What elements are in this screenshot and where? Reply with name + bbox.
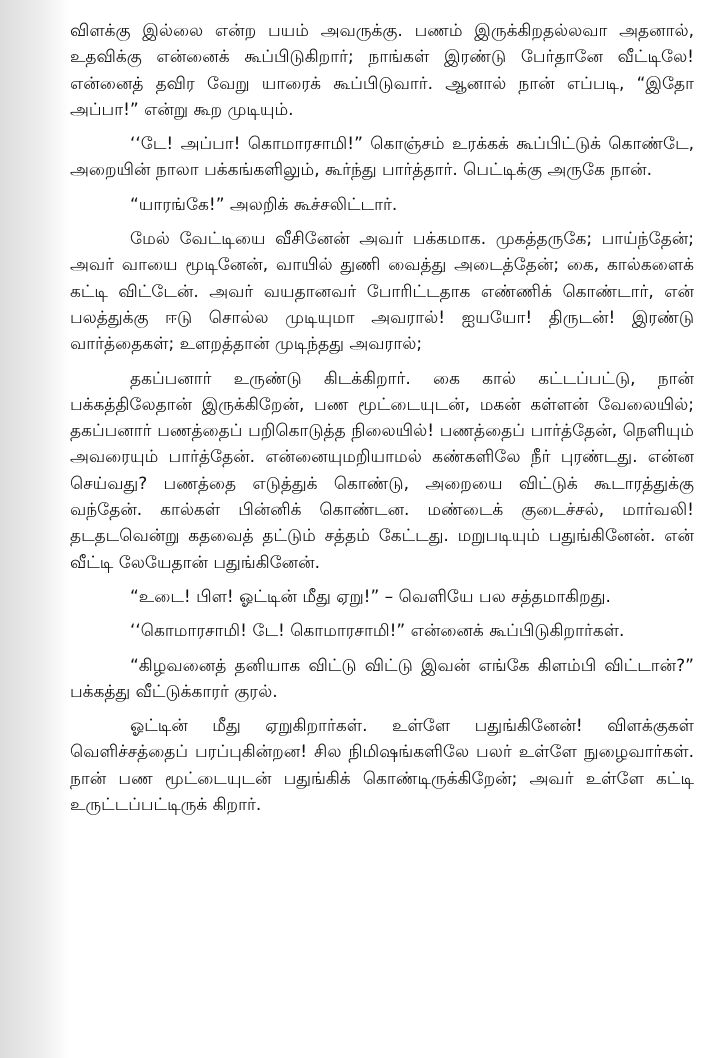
paragraph-3: “யாரங்கே!” அலறிக் கூச்சலிட்டார். [130,194,398,215]
paragraph-4: மேல் வேட்டியை வீசினேன் அவர் பக்கமாக. முகத்தருகே; பாய்ந்தேன்; அவர் வாயை மூடினேன், வாயில் துணி வைத்து அடைத்தேன்; கை, கால்களைக் கட்டி விட்டேன். அவர் வயதானவர் போரிட்டதாக எண்ணிக் கொண்டார், என் பலத்துக்கு ஈடு சொல்ல முடியுமா அவரால்! ஐயயோ! திருடன்! இரண்டு வார்த்தைகள்; உளறத்தான் முடிந்தது அவரால்; [70,229,694,355]
paragraph-2: ‘‘டே! அப்பா! கொமாரசாமி!” கொஞ்சம் உரக்கக் கூப்பிட்டுக் கொண்டே, அறையின் நாலா பக்கங்களிலும், கூர்ந்து பார்த்தார். பெட்டிக்கு அருகே நான். [70,134,694,181]
document-page [70,18,694,826]
paragraph-1: விளக்கு இல்லை என்ற பயம் அவருக்கு. பணம் இருக்கிறதல்லவா அதனால், உதவிக்கு என்னைக் கூப்பிடுகிறார்; நாங்கள் இரண்டு பேர்தானே வீட்டிலே! என்னைத் தவிர வேறு யாரைக் கூப்பிடுவார். ஆனால் நான் எப்படி, “இதோ அப்பா!” என்று கூற முடியும். [70,21,694,120]
scan-shadow [0,0,70,1058]
paragraph-6: “உடை! பிள! ஓட்டின் மீது ஏறு!” – வெளியே பல சத்தமாகிறது. [130,586,611,607]
paragraph-9: ஓட்டின் மீது ஏறுகிறார்கள். உள்ளே பதுங்கினேன்! விளக்குகள் வெளிச்சத்தைப் பரப்புகின்றன! சில நிமிஷங்களிலே பலர் உள்ளே நுழைவார்கள். நான் பண மூட்டையுடன் பதுங்கிக் கொண்டிருக்கிறேன்; அவர் உள்ளே கட்டி உருட்டப்பட்டிருக் கிறார். [70,716,694,816]
paragraph-7: ‘‘கொமாரசாமி! டே! கொமாரசாமி!” என்னைக் கூப்பிடுகிறார்கள். [130,621,625,642]
paragraph-8: “கிழவனைத் தனியாக விட்டு விட்டு இவன் எங்கே கிளம்பி விட்டான்?” பக்கத்து வீட்டுக்காரர் குரல். [70,655,694,702]
paragraph-5: தகப்பனார் உருண்டு கிடக்கிறார். கை கால் கட்டப்பட்டு, நான் பக்கத்திலேதான் இருக்கிறேன், பண மூட்டையுடன், மகன் கள்ளன் வேலையில்; தகப்பனார் பணத்தைப் பறிகொடுத்த நிலையில்! பணத்தைப் பார்த்தேன், நெளியும் அவரையும் பார்த்தேன். என்னையுமறியாமல் கண்களிலே நீர் புரண்டது. என்ன செய்வது? பணத்தை எடுத்துக் கொண்டு, அறையை விட்டுக் கூடாரத்துக்கு வந்தேன். கால்கள் பின்னிக் கொண்டன. மண்டைக் குடைச்சல், மார்வலி! தடதடவென்று கதவைத் தட்டும் சத்தம் கேட்டது. மறுபடியும் பதுங்கினேன். என் வீட்டி லேயேதான் பதுங்கினேன். [70,368,694,573]
